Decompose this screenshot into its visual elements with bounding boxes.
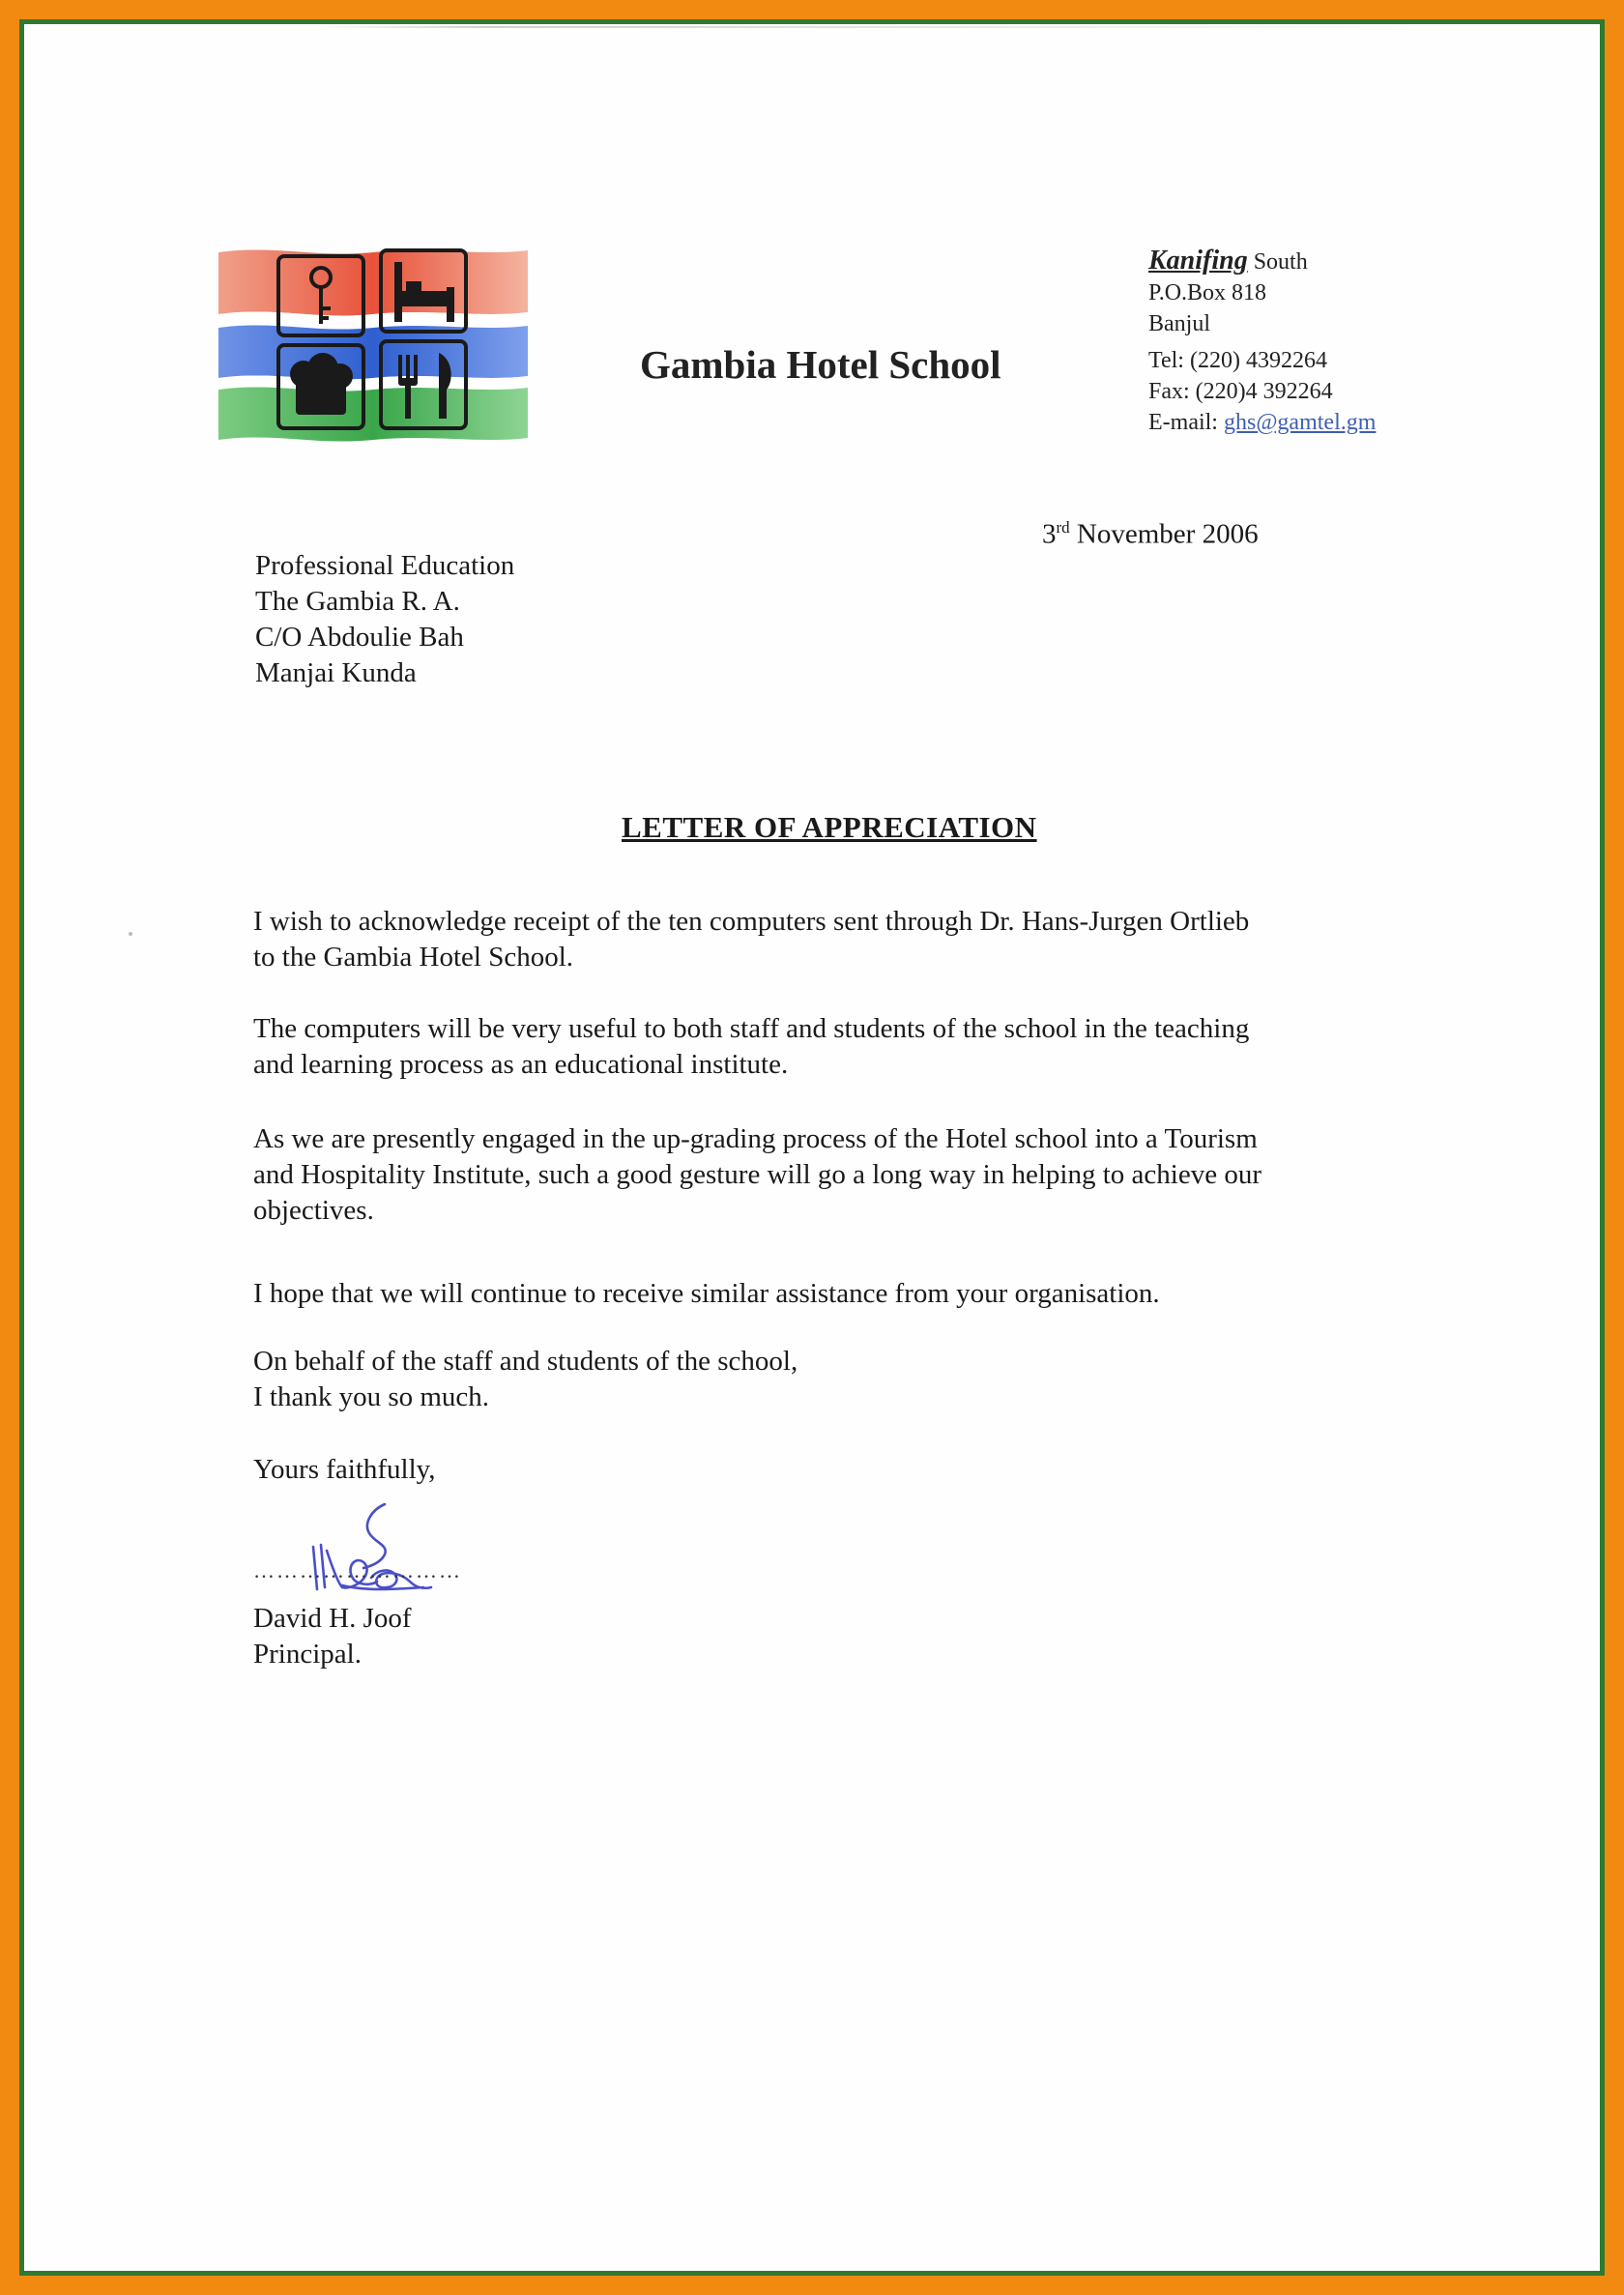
scan-artifact — [319, 26, 1421, 28]
scan-speck — [129, 932, 132, 936]
paragraph-1 — [253, 904, 1452, 975]
address-line-1 — [1148, 246, 1376, 277]
email-link[interactable]: ghs@gamtel.gm — [1223, 410, 1377, 435]
closing-line: Yours faithfully, — [253, 1454, 436, 1485]
signature-line: ……………………… — [253, 1558, 462, 1583]
recipient-line: The Gambia R. A. — [255, 586, 460, 617]
school-logo — [218, 245, 528, 448]
signer-name: David H. Joof — [253, 1603, 412, 1634]
date-day: 3 — [1042, 518, 1057, 550]
paragraph-4 — [253, 1276, 1452, 1312]
date-rest: November 2006 — [1069, 518, 1259, 550]
paragraph-line: I hope that we will continue to receive similar assistance from your organisation. — [253, 1278, 1160, 1309]
letter-subject: LETTER OF APPRECIATION — [622, 810, 1037, 844]
tel: Tel: (220) 4392264 — [1148, 348, 1327, 373]
paragraph-line: As we are presently engaged in the up-grading process of the Hotel school into a Tourism — [253, 1123, 1258, 1154]
city: Banjul — [1148, 311, 1210, 336]
paragraph-line: to the Gambia Hotel School. — [253, 942, 574, 973]
signer-title: Principal. — [253, 1639, 362, 1670]
recipient-address — [255, 548, 514, 691]
date-suffix: rd — [1056, 518, 1070, 537]
po-box: P.O.Box 818 — [1148, 280, 1267, 305]
fax: Fax: (220)4 392264 — [1148, 379, 1333, 404]
paragraph-line: and Hospitality Institute, such a good gesture will go a long way in helping to achieve our — [253, 1159, 1262, 1190]
paragraph-3 — [253, 1121, 1452, 1229]
contact-block — [1148, 246, 1376, 438]
school-name: Gambia Hotel School — [640, 342, 1001, 387]
paragraph-line: I thank you so much. — [253, 1381, 490, 1412]
email-label: E-mail: — [1148, 410, 1224, 435]
closing — [253, 1452, 1452, 1488]
letter-date — [1042, 518, 1259, 551]
recipient-line: C/O Abdoulie Bah — [255, 622, 464, 653]
address-area: South — [1247, 249, 1308, 275]
paragraph-line: and learning process as an educational institute. — [253, 1049, 789, 1080]
paragraph-line: I wish to acknowledge receipt of the ten computers sent through Dr. Hans-Jurgen Ortlieb — [253, 906, 1250, 937]
handwritten-signature — [249, 1500, 491, 1599]
recipient-line: Manjai Kunda — [255, 657, 417, 688]
address-town: Kanifing — [1148, 246, 1248, 276]
recipient-line: Professional Education — [255, 550, 515, 581]
paragraph-line: objectives. — [253, 1195, 374, 1226]
signer-block — [253, 1601, 412, 1672]
email-line — [1148, 407, 1376, 438]
paragraph-line: The computers will be very useful to both staff and students of the school in the teaching — [253, 1013, 1250, 1044]
paragraph-line: On behalf of the staff and students of the school, — [253, 1346, 798, 1377]
paragraph-5 — [253, 1344, 1452, 1415]
paragraph-2 — [253, 1011, 1452, 1083]
